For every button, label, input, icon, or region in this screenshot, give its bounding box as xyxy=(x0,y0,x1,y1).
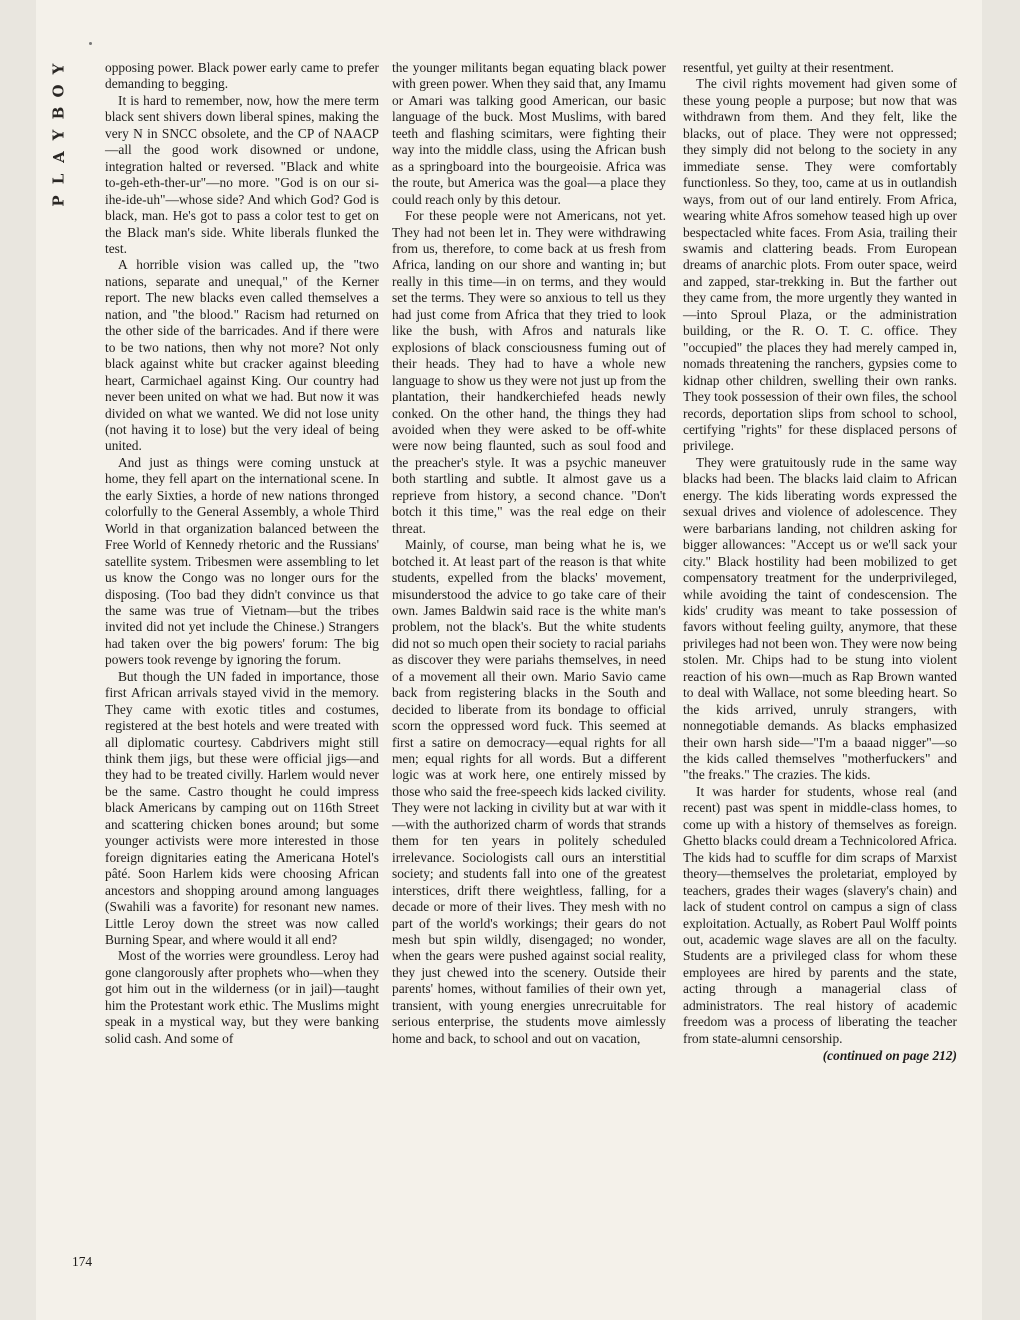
side-letter: Y xyxy=(49,63,68,75)
side-letter: Y xyxy=(49,129,68,141)
paragraph: And just as things were coming unstuck at home, they fell apart on the international scene. In the early Sixties, a horde of new nations thronged colorfully to the General Assembly, a whole Third World in that organization balanced between the Free World of Kennedy rhetoric and the Russians' satellite system. Tribesmen were assembling to let us know the Congo was no longer ours for the disposing. (Too bad they didn't convince us that the same was true of Vietnam—but the tribes invited did not yet include the Chinese.) Strangers had taken over the big powers' forum: The big powers took revenge by ignoring the forum. xyxy=(105,454,379,668)
paragraph: It was harder for students, whose real (and recent) past was spent in middle-class homes, to come up with a history of themselves as foreign. Ghetto blacks could dream a Technicolored Africa. The kids had to scuffle for dim scraps of Marxist theory—themselves the proletariat, employed by teachers, grades their wages (slavery's chain) and lack of student control on campus a sign of class exploitation. Actually, as Robert Paul Wolff points out, academic wage slaves are all on the faculty. Students are a privileged class for whom these employees are hired by parents and the state, acting through a managerial class of administrators. The real history of academic freedom was a process of liberating the teacher from state-alumni censorship. xyxy=(683,783,957,1046)
side-letter: L xyxy=(49,173,68,185)
paragraph: the younger militants began equating black power with green power. When they said that, any Imamu or Amari was talking good American, our basic language of the buck. Most Muslims, with bared teeth and flashing scimitars, were fighting their way into the middle class, using the African bush as a springboard into the bourgeoisie. Africa was the route, but America was the goal—a place they could reach only by this detour. xyxy=(392,60,666,207)
text-column-1 xyxy=(105,60,379,1047)
continued-note: (continued on page 212) xyxy=(822,1048,957,1064)
page-number: 174 xyxy=(72,1254,93,1269)
text-column-3 xyxy=(683,60,957,1065)
side-letter: A xyxy=(49,151,68,163)
paragraph: resentful, yet guilty at their resentment. xyxy=(683,60,894,75)
paragraph: For these people were not Americans, not yet. They had not been let in. They were withdrawing from us, therefore, to come back at us fresh from Africa, landing on our shore and wanting in; but really in this time—in on terms, and they would set the terms. They were so anxious to tell us they had just come from Africa that they tried to look like the bush, with Afros and naturals like explosions of black consciousness fuming out of their heads. They had to have a whole new language to show us they were not just up from the plantation, their handkerchiefed heads newly conked. On the other hand, the things they had avoided when they were asked to be off-white were now being flaunted, such as soul food and the preacher's style. It was a psychic maneuver both startling and subtle. It almost gave us a reprieve from history, a second chance. "Don't botch it this time," was the real edge on their threat. xyxy=(392,208,666,536)
paragraph: opposing power. Black power early came to prefer demanding to begging. xyxy=(105,60,379,92)
side-letter: O xyxy=(49,84,68,98)
magazine-side-label xyxy=(49,58,69,212)
print-speck xyxy=(89,42,92,45)
paragraph: But though the UN faded in importance, those first African arrivals stayed vivid in the memory. They came with exotic titles and costumes, registered at the best hotels and were treated with all diplomatic courtesy. Cabdrivers might still think them jigs, but these were official jigs—and they had to be treated civilly. Harlem would never be the same. Castro thought he could impress black Americans by camping out on 116th Street and scattering chicken bones around; but some younger activists were more interested in those foreign dignitaries eating the Americana Hotel's pâté. Soon Harlem kids were choosing African ancestors and shopping around among languages (Swahili was a favorite) for resonant new names. Little Leroy down the street was now called Burning Spear, and where would it all end? xyxy=(105,668,379,948)
paragraph: A horrible vision was called up, the "two nations, separate and unequal," of the Kerner report. The new blacks even called themselves a nation, and "the blood." Racism had returned on the other side of the barricades. And if there were to be two nations, then why not more? Not only black against white but cracker against bleeding heart, Carmichael against King. Our country had never been united on what we had. But now it was divided on what we wanted. We did not lose unity (not having it to lose) but the very ideal of being united. xyxy=(105,257,379,454)
paragraph: It is hard to remember, now, how the mere term black sent shivers down liberal spines, making the very N in SNCC obsolete, and the CP of NAACP—all the good work disowned or undone, integration halted or reversed. "Black and white to-geh-eth-ther-ur"—no more. "God is on our si-ihe-ide-uh"—whose side? And which God? God is black, man. He's got to pass a color test to get on the Black man's side. White liberals flunked the test. xyxy=(105,92,379,256)
side-letter: P xyxy=(49,195,68,207)
paragraph: They were gratuitously rude in the same way blacks had been. The blacks laid claim to African energy. The kids liberating words expressed the sexual drives and violence of adolescence. They were barbarians landing, not children asking for bigger allowances: "Accept us or we'll sack your city." Black hostility had been mobilized to get compensatory treatment for the underprivileged, while avoiding the taint of condescension. The kids' crudity was meant to take possession of favors without feeling guilty, anymore, that these privileges had not been won. They were now being stolen. Mr. Chips had to be stung into violent reaction of his own—much as Rap Brown wanted to deal with Wallace, not some bleeding heart. So the kids arrived, unruly strangers, with nonnegotiable demands. As blacks emphasized their own harsh side—"I'm a baaad nigger"—so the kids called themselves "motherfuckers" and "the freaks." The crazies. The kids. xyxy=(683,454,957,783)
side-letter: B xyxy=(49,106,68,120)
paragraph: Most of the worries were groundless. Leroy had gone clangorously after prophets who—when they got him out in the wilderness (or in jail)—taught him the Protestant work ethic. The Muslims might speak in a mystical way, but they were banking solid cash. And some of xyxy=(105,948,379,1046)
paragraph: Mainly, of course, man being what he is, we botched it. At least part of the reason is that white students, expelled from the blacks' movement, misunderstood the advice to go take care of their own. James Baldwin said race is the white man's problem, not the black's. But the white students did not so much open their society to racial pariahs as discover they were pariahs themselves, in need of a movement all their own. Mario Savio came back from registering blacks in the South and decided to liberate from its bondage to official scorn the oppressed word fuck. This seemed at first a satire on democracy—equal rights for all men; equal rights for all words. But a different logic was at work here, one entirely missed by those who said the free-speech kids lacked civility. They were not lacking in civility but at war with it—with the authorized charm of words that strands them for ten years in politely scheduled irrelevance. Sociologists call ours an interstitial society; and students fall into one of the greatest interstices, drift there weightless, falling, for a decade or more of their lives. They mesh with no part of the world's workings; their gears do not mesh but spin wildly, disengaged; no wonder, when the gears were pushed against social reality, they just chewed into the scenery. Outside their parents' homes, without families of their own yet, transient, with young energies unrecruitable for serious enterprise, the students move aimlessly home and back, to school and out on vacation, xyxy=(392,537,666,1046)
text-column-2 xyxy=(392,60,666,1047)
paragraph: The civil rights movement had given some of these young people a purpose; but now that was withdrawn from them. And they felt, like the blacks, out of place. They were not oppressed; they simply did not belong to the society in any immediate sense. They were comfortably functionless. So they, too, came at us in outlandish ways, from out of our land entirely. From Africa, wearing white Afros somehow teased high up over bespectacled white faces. From Asia, trailing their swamis and clattering beads. From European dreams of anarchic plots. From outer space, weird and zapped, star-trekking in. But the farther out they came from, the more urgently they wanted in—into Sproul Plaza, or the administration building, or the R. O. T. C. office. They "occupied" the places they had merely camped in, nomads threatening the ranchers, gypsies come to kidnap other children, swelling their own ranks. They took possession of their own files, the school records, deportation slips from school to school, certifying "rights" for these displaced persons of privilege. xyxy=(683,76,957,454)
